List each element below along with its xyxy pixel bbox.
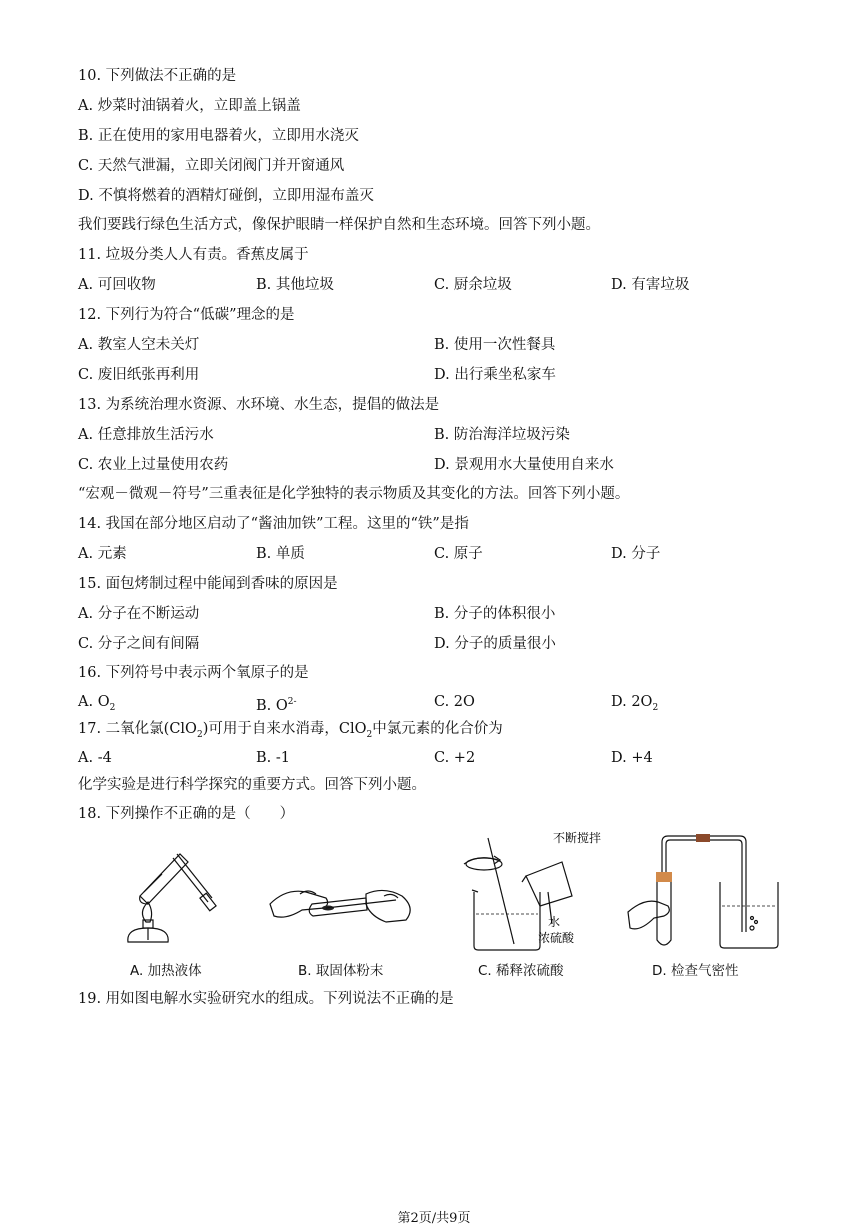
q15-option-d: D. 分子的质量很小 — [434, 636, 556, 652]
q12-option-d: D. 出行乘坐私家车 — [434, 367, 556, 383]
section-intro-representation: “宏观－微观－符号”三重表征是化学独特的表示物质及其变化的方法。回答下列小题。 — [78, 486, 630, 502]
q11-option-d: D. 有害垃圾 — [611, 277, 690, 293]
q14-option-a: A. 元素 — [78, 546, 127, 562]
q13-option-b: B. 防治海洋垃圾污染 — [434, 427, 570, 443]
caption-b: B. 取固体粉末 — [298, 963, 384, 979]
q13-option-a: A. 任意排放生活污水 — [78, 427, 214, 443]
q12-option-a: A. 教室人空未关灯 — [78, 337, 200, 353]
q10-option-a: A. 炒菜时油锅着火，立即盖上锅盖 — [78, 98, 301, 114]
q17-option-b: B. -1 — [256, 750, 290, 766]
q13-stem: 13. 为系统治理水资源、水环境、水生态，提倡的做法是 — [78, 397, 440, 413]
q17-option-d: D. +4 — [611, 750, 653, 766]
q14-option-d: D. 分子 — [611, 546, 661, 562]
q15-option-b: B. 分子的体积很小 — [434, 606, 556, 622]
q11-option-b: B. 其他垃圾 — [256, 277, 334, 293]
q18-stem: 18. 下列操作不正确的是（ ） — [78, 806, 295, 822]
q14-stem: 14. 我国在部分地区启动了“酱油加铁”工程。这里的“铁”是指 — [78, 516, 469, 532]
q12-option-b: B. 使用一次性餐具 — [434, 337, 556, 353]
section-intro-green: 我们要践行绿色生活方式，像保护眼睛一样保护自然和生态环境。回答下列小题。 — [78, 217, 600, 233]
q17-option-a: A. -4 — [78, 750, 112, 766]
figure-airtightness — [624, 832, 784, 952]
label-acid: 浓硫酸 — [538, 931, 575, 945]
q16-option-a: A. $O_2$ — [78, 694, 116, 713]
caption-c: C. 稀释浓硫酸 — [478, 963, 564, 979]
q16-option-d: D. $2O_2$ — [611, 694, 659, 713]
q11-option-a: A. 可回收物 — [78, 277, 156, 293]
figure-solid-powder — [266, 832, 426, 952]
q16-stem: 16. 下列符号中表示两个氧原子的是 — [78, 665, 309, 681]
q15-option-a: A. 分子在不断运动 — [78, 606, 200, 622]
figure-dilute-acid — [458, 831, 602, 952]
q16-option-b: B. $O^{2-}$ — [256, 697, 297, 714]
q15-option-c: C. 分子之间有间隔 — [78, 636, 200, 652]
q13-option-c: C. 农业上过量使用农药 — [78, 457, 229, 473]
q19-stem: 19. 用如图电解水实验研究水的组成。下列说法不正确的是 — [78, 991, 454, 1007]
label-stir: 不断搅拌 — [553, 831, 602, 845]
figure-heating-liquid — [118, 832, 218, 952]
q13-option-d: D. 景观用水大量使用自来水 — [434, 457, 614, 473]
q10-option-b: B. 正在使用的家用电器着火，立即用水浇灭 — [78, 128, 359, 144]
q10-stem: 10. 下列做法不正确的是 — [78, 68, 237, 84]
section-intro-experiment: 化学实验是进行科学探究的重要方式。回答下列小题。 — [78, 777, 426, 793]
q16-option-c: C. 2O — [434, 694, 475, 710]
q10-option-c: C. 天然气泄漏，立即关闭阀门并开窗通风 — [78, 158, 345, 174]
caption-a: A. 加热液体 — [130, 963, 202, 979]
q12-option-c: C. 废旧纸张再利用 — [78, 367, 200, 383]
label-water: 水 — [548, 915, 561, 929]
caption-d: D. 检查气密性 — [652, 963, 739, 979]
q12-stem: 12. 下列行为符合“低碳”理念的是 — [78, 307, 295, 323]
q10-option-d: D. 不慎将燃着的酒精灯碰倒，立即用湿布盖灭 — [78, 188, 374, 204]
page-footer: 第2页/共9页 — [397, 1211, 471, 1226]
q14-option-c: C. 原子 — [434, 546, 483, 562]
q17-stem: 17. 二氧化氯(ClO$_2$)可用于自来水消毒，ClO$_2$中氯元素的化合价为 — [78, 721, 503, 740]
q11-option-c: C. 厨余垃圾 — [434, 277, 512, 293]
q14-option-b: B. 单质 — [256, 546, 305, 562]
q15-stem: 15. 面包烤制过程中能闻到香味的原因是 — [78, 576, 338, 592]
q11-stem: 11. 垃圾分类人人有责。香蕉皮属于 — [78, 247, 309, 263]
q17-option-c: C. +2 — [434, 750, 476, 766]
